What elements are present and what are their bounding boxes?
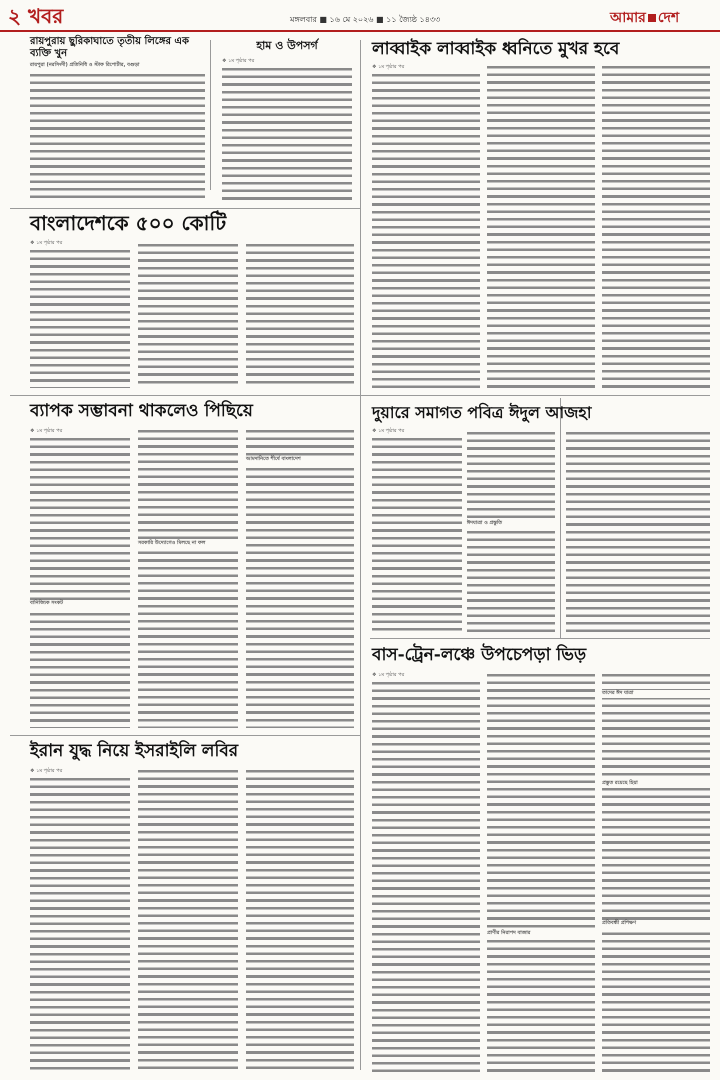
- section-rule: [10, 208, 360, 209]
- article-body-ham: [222, 66, 352, 202]
- article-body-potential-col3: [246, 428, 354, 728]
- subhead-their-journey: তাদের ঈদ যাত্রা: [602, 690, 710, 698]
- article-body-labbaik-col2: [487, 64, 595, 390]
- subhead-govt: সরকারি উদ্যোগেও মিলছে না ফল: [138, 540, 238, 548]
- column-rule: [560, 398, 561, 638]
- column-rule: [210, 40, 211, 190]
- logo-left: আমার: [610, 10, 646, 26]
- subhead-import: আমদানিতে শীর্ষে বাংলাদেশ: [246, 456, 354, 464]
- column-rule: [360, 40, 361, 1070]
- byline-potential: ❖ ১ম পৃষ্ঠার পর: [30, 428, 63, 434]
- section-rule: [10, 395, 710, 396]
- subhead-market: প্রাণীর নিরাপদ বাজার: [487, 930, 595, 938]
- article-body-eid-col3: [566, 430, 710, 632]
- subhead-training: প্রতিবন্ধী প্রশিক্ষণ: [602, 920, 710, 928]
- article-body-500-crore-col1: [30, 248, 130, 388]
- logo-right: দেশ: [657, 10, 680, 26]
- byline-crowd: ❖ ১ম পৃষ্ঠার পর: [372, 672, 405, 678]
- article-body-potential-col1: [30, 436, 130, 728]
- headline-eid: দুয়ারে সমাগত পবিত্র ঈদুল আজহা: [372, 403, 592, 422]
- headline-ham: হাম ও উপসর্গ: [256, 39, 318, 52]
- byline-ham: ❖ ১ম পৃষ্ঠার পর: [222, 58, 255, 64]
- byline-eid: ❖ ১ম পৃষ্ঠার পর: [372, 428, 405, 434]
- logo-mark-icon: [648, 14, 656, 22]
- byline-labbaik: ❖ ১ম পৃষ্ঠার পর: [372, 64, 405, 70]
- article-body-500-crore-col2: [138, 242, 238, 388]
- article-body-500-crore-col3: [246, 242, 354, 388]
- section-rule: [370, 638, 710, 639]
- newspaper-logo: [610, 6, 679, 30]
- page-date: মঙ্গলবার ■ ১৬ মে ২০২৬ ■ ১১ জ্যৈষ্ঠ ১৪৩৩: [290, 15, 441, 24]
- subhead-trade: বানিজ্যিক সংকট: [30, 600, 130, 608]
- byline-500-crore: ❖ ১ম পৃষ্ঠার পর: [30, 240, 63, 246]
- article-body-iran-col3: [246, 768, 354, 1072]
- headline-labbaik: লাব্বাইক লাব্বাইক ধ্বনিতে মুখর হবে: [372, 39, 620, 59]
- headline-500-crore: বাংলাদেশকে ৫০০ কোটি: [30, 211, 227, 235]
- byline-iran: ❖ ১ম পৃষ্ঠার পর: [30, 768, 63, 774]
- article-body-crowd-col3: [602, 672, 710, 1072]
- headline-potential: ব্যাপক সম্ভাবনা থাকলেও পিছিয়ে: [30, 401, 253, 421]
- article-body-crowd-col2: [487, 672, 595, 1072]
- headline-iran: ইরান যুদ্ধ নিয়ে ইসরাইলি লবির: [30, 741, 239, 761]
- article-body-potential-col2: [138, 428, 238, 728]
- section-rule: [10, 735, 360, 736]
- article-body-iran-col2: [138, 768, 238, 1072]
- article-body-labbaik-col3: [602, 64, 710, 390]
- article-body-labbaik-col1: [372, 72, 480, 390]
- article-body-crowd-col1: [372, 680, 480, 1072]
- headline-raipura: রায়পুরায় ছুরিকাঘাতে তৃতীয় লিঙ্গের এক ব্যক্তি খুন: [30, 36, 190, 59]
- article-body-iran-col1: [30, 776, 130, 1072]
- byline-raipura: রায়পুরা (নরসিংদী) প্রতিনিধি ও স্টাফ রিপোর্টার, বগুড়া: [30, 62, 140, 68]
- headline-crowd: বাস-ট্রেন-লঞ্চে উপচেপড়া ভিড়: [372, 645, 587, 665]
- article-body-eid-col2: [467, 430, 555, 632]
- page-section-label: ২ খবর: [8, 4, 64, 28]
- article-body-raipura: [30, 72, 205, 202]
- article-body-eid-col1: [372, 436, 462, 632]
- subhead-ready: প্রস্তুত রয়েছে হিয়া: [602, 780, 710, 788]
- subhead-eid-journey: ঈদযাত্রা ও প্রস্তুতি: [467, 520, 555, 528]
